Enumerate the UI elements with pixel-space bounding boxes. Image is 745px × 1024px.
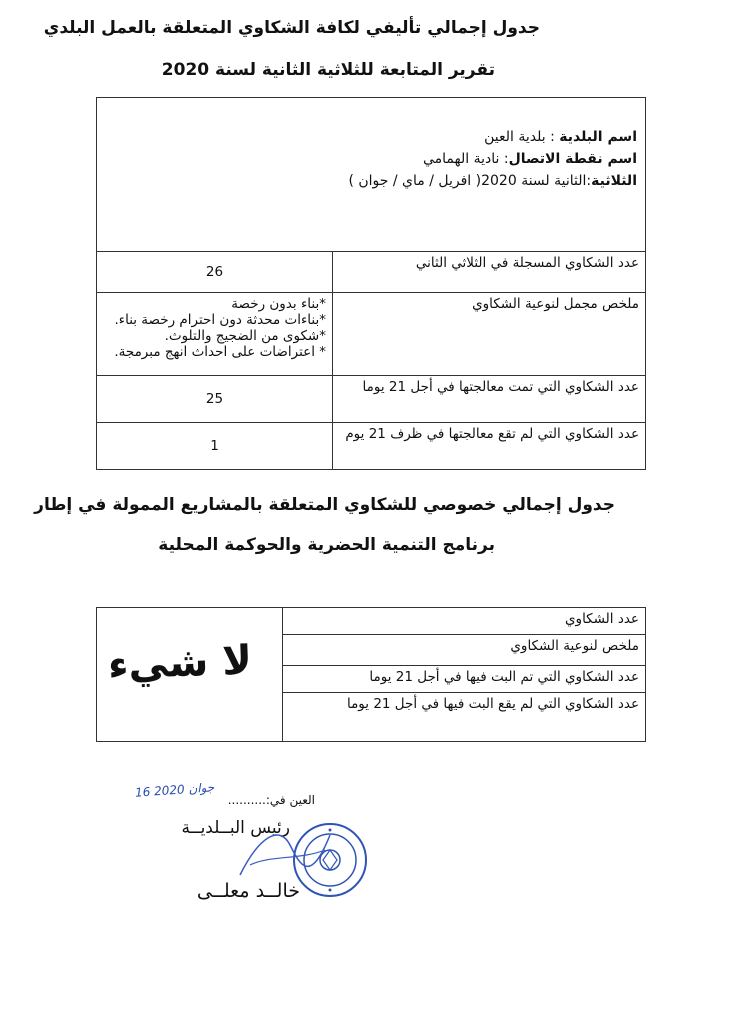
- row-value: 26: [97, 252, 333, 293]
- section2-title: جدول إجمالي خصوصي للشكاوي المتعلقة بالمشاريع الممولة في إطار: [34, 495, 615, 515]
- mayor-title: رئيس البــلديــة: [181, 818, 290, 838]
- main-title: جدول إجمالي تأليفي لكافة الشكاوي المتعلقة بالعمل البلدي: [43, 18, 540, 38]
- row-label: ملخص لنوعية الشكاوي: [283, 635, 646, 666]
- signature-place-line: [228, 793, 315, 807]
- complaints-summary-table: [96, 97, 646, 470]
- contact-value: : نادية الهمامي: [423, 151, 509, 167]
- contact-label: اسم نقطة الاتصال: [508, 151, 637, 167]
- list-item: * اعتراضات على احداث انهج مبرمجة.: [114, 344, 326, 360]
- quarter-value: :الثانية لسنة 2020( افريل / ماي / جوان ): [348, 173, 592, 189]
- table-row: [97, 608, 646, 635]
- row-value: 1: [97, 423, 333, 470]
- table-row: [97, 423, 646, 470]
- municipality-value: : بلدية العين: [484, 129, 560, 145]
- table-row: [97, 376, 646, 423]
- mayor-name: خالــد معلــى: [196, 880, 300, 902]
- row-label: عدد الشكاوي التي لم تقع معالجتها في ظرف 21 يوم: [333, 423, 646, 470]
- row-label: عدد الشكاوي التي تمت معالجتها في أجل 21 يوما: [333, 376, 646, 423]
- handwritten-date: 16 جوان 2020: [134, 780, 215, 800]
- list-item: *بناءات محدثة دون احترام رخصة بناء.: [114, 312, 326, 328]
- table-row: [97, 252, 646, 293]
- place-dots: ..........: [227, 793, 266, 807]
- info-cell: [97, 98, 646, 252]
- row-label: ملخص مجمل لنوعية الشكاوي: [333, 293, 646, 376]
- row-label: عدد الشكاوي التي تم البت فيها في أجل 21 يوما: [283, 666, 646, 693]
- municipality-label: اسم البلدية: [559, 129, 637, 145]
- quarter-line: [103, 170, 637, 192]
- list-item: *شكوى من الضجيج والتلوث.: [164, 328, 326, 344]
- table-row: [97, 293, 646, 376]
- row-value: 25: [97, 376, 333, 423]
- row-label: عدد الشكاوي: [283, 608, 646, 635]
- contact-line: [103, 148, 637, 170]
- municipality-line: [103, 126, 637, 148]
- quarter-label: الثلاثية: [591, 173, 637, 189]
- row-label: عدد الشكاوي التي لم يقع البت فيها في أجل 21 يوما: [283, 693, 646, 742]
- list-item: *بناء بدون رخصة: [231, 296, 326, 312]
- nothing-handwritten-text: لا شيء: [107, 637, 253, 689]
- section2-subtitle: برنامج التنمية الحضرية والحوكمة المحلية: [158, 535, 495, 555]
- place-label: العين في:: [265, 793, 315, 807]
- complaint-types-list: [97, 293, 333, 376]
- report-subtitle: تقرير المتابعة للثلاثية الثانية لسنة 2020: [161, 60, 495, 80]
- row-label: عدد الشكاوي المسجلة في الثلاثي الثاني: [333, 252, 646, 293]
